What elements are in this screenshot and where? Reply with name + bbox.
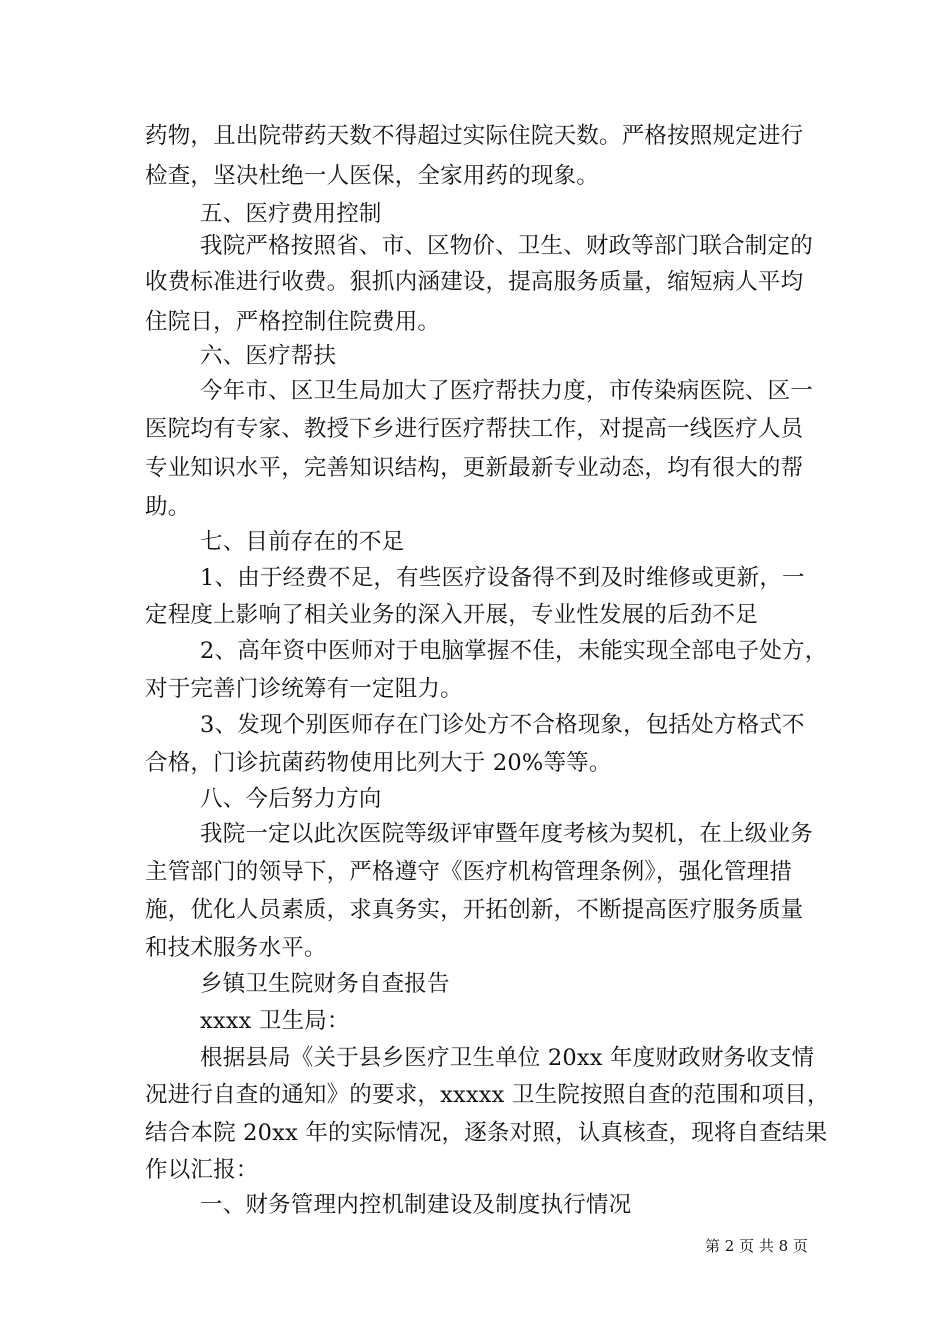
body-line: 结合本院 20xx 年的实际情况，逐条对照，认真核查，现将自查结果 [145,1120,828,1146]
body-line: 合格，门诊抗菌药物使用比列大于 20%等等。 [145,750,612,776]
salutation: xxxx 卫生局： [200,1008,350,1034]
body-line: 助。 [145,494,191,520]
body-line: 施，优化人员素质，求真务实，开拓创新，不断提高医疗服务质量 [145,897,804,923]
body-line: 定程度上影响了相关业务的深入开展，专业性发展的后劲不足 [145,602,758,628]
section-heading: 七、目前存在的不足 [200,529,405,555]
body-line: 收费标准进行收费。狠抓内涵建设，提高服务质量，缩短病人平均 [145,269,804,295]
document-title: 乡镇卫生院财务自查报告 [200,971,450,997]
body-line: 检查，坚决杜绝一人医保，全家用药的现象。 [145,163,600,189]
body-line: 对于完善门诊统筹有一定阻力。 [145,676,463,702]
body-line: 我院一定以此次医院等级评审暨年度考核为契机，在上级业务 [200,821,813,847]
body-line: 2、高年资中医师对于电脑掌握不佳，未能实现全部电子处方， [200,638,828,664]
body-line: 根据县局《关于县乡医疗卫生单位 20xx 年度财政财务收支情 [200,1045,815,1071]
body-line: 专业知识水平，完善知识结构，更新最新专业动态，均有很大的帮 [145,455,804,481]
section-heading: 八、今后努力方向 [200,786,382,812]
body-line: 1、由于经费不足，有些医疗设备得不到及时维修或更新，一 [200,565,805,591]
body-line: 今年市、区卫生局加大了医疗帮扶力度，市传染病医院、区一 [200,378,813,404]
body-line: 住院日，严格控制住院费用。 [145,309,441,335]
section-heading: 六、医疗帮扶 [200,343,337,369]
body-line: 3、发现个别医师存在门诊处方不合格现象，包括处方格式不 [200,712,805,738]
section-heading: 一、财务管理内控机制建设及制度执行情况 [200,1192,632,1218]
body-line: 作以汇报： [145,1157,259,1183]
body-line: 我院严格按照省、市、区物价、卫生、财政等部门联合制定的 [200,233,813,259]
page-number: 第 2 页 共 8 页 [705,1237,808,1255]
body-line: 药物，且出院带药天数不得超过实际住院天数。严格按照规定进行 [145,123,804,149]
body-line: 主管部门的领导下，严格遵守《医疗机构管理条例》，强化管理措 [145,859,793,885]
body-line: 况进行自查的通知》的要求，xxxxx 卫生院按照自查的范围和项目， [145,1082,830,1108]
body-line: 和技术服务水平。 [145,935,327,961]
body-line: 医院均有专家、教授下乡进行医疗帮扶工作，对提高一线医疗人员 [145,416,804,442]
section-heading: 五、医疗费用控制 [200,201,382,227]
